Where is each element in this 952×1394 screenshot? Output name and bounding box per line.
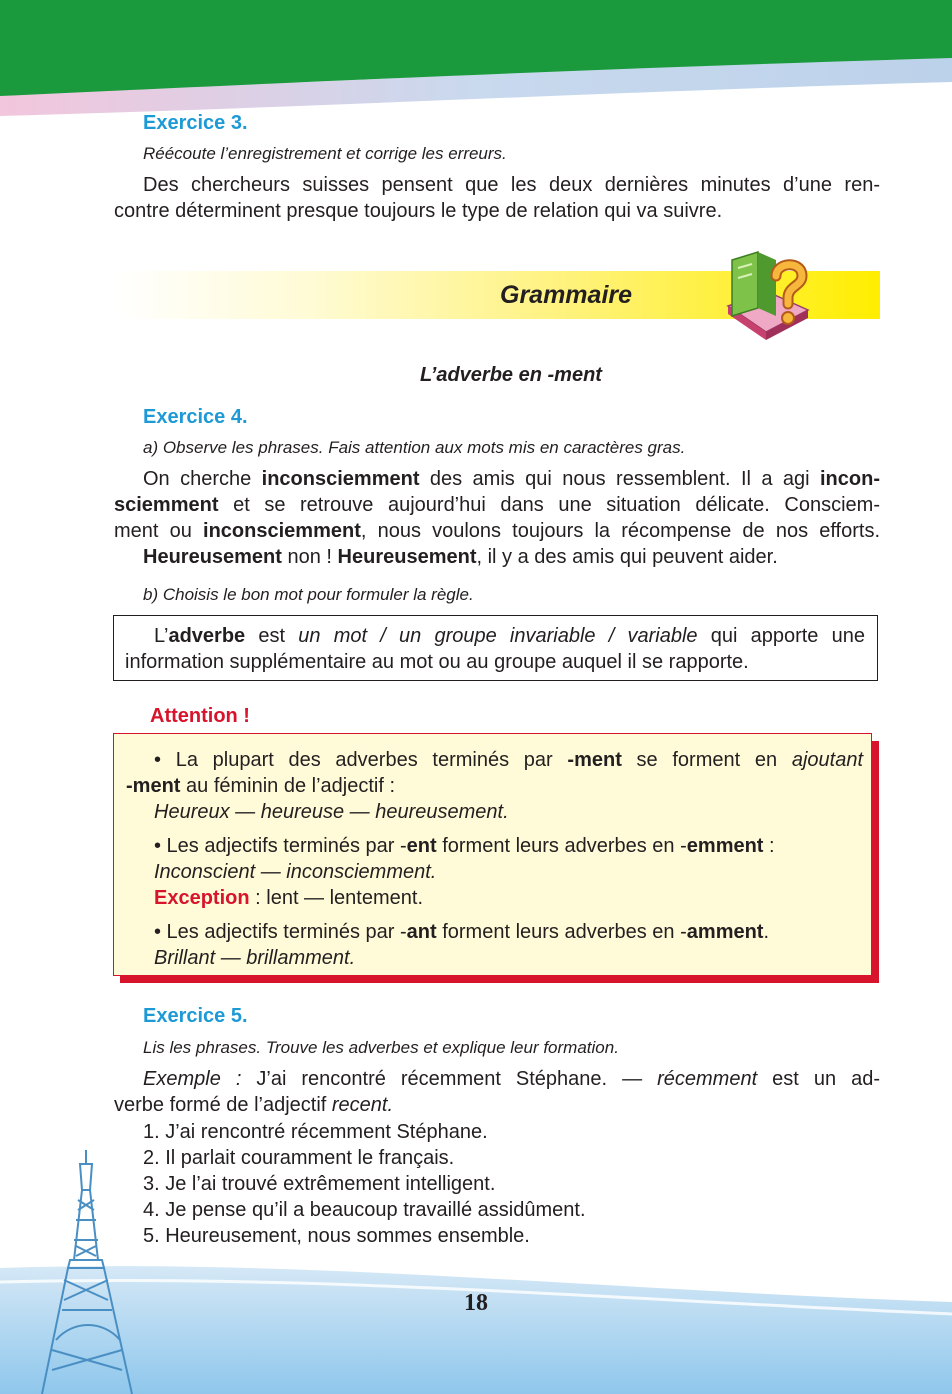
top-header-band xyxy=(0,0,952,125)
attention-bullet-2-line-1: • Les adjectifs terminés par -ent forment leurs adverbes en -emment : xyxy=(154,835,775,857)
list-item: 1. J’ai rencontré récemment Stéphane. xyxy=(143,1121,488,1143)
exercise-5-instruction: Lis les phrases. Trouve les adverbes et explique leur formation. xyxy=(143,1038,619,1057)
exercise-3-text-line-2: contre déterminent presque toujours le type de relation qui va suivre. xyxy=(114,200,723,222)
attention-title: Attention ! xyxy=(150,705,250,727)
exercise-4-paragraph-line-1: On cherche inconsciemment des amis qui nous ressemblent. Il a agi incon- xyxy=(143,468,880,490)
exercise-4-title: Exercice 4. xyxy=(143,406,248,428)
exercise-5-example-line-2: verbe formé de l’adjectif recent. xyxy=(114,1094,394,1116)
exercise-5-example-line-1: Exemple : J’ai rencontré récemment Stéphane. — récemment est un ad- xyxy=(143,1068,880,1090)
attention-box xyxy=(113,733,872,976)
book-question-icon xyxy=(722,246,812,342)
exercise-3-text-line-1: Des chercheurs suisses pensent que les deux dernières minutes d’une ren- xyxy=(143,174,880,196)
attention-bullet-1-example: Heureux — heureuse — heureusement. xyxy=(154,801,509,823)
attention-bullet-3-example: Brillant — brillamment. xyxy=(154,947,356,969)
attention-bullet-1-line-1: • La plupart des adverbes terminés par -ment se forment en ajoutant xyxy=(154,749,863,771)
list-item: 4. Je pense qu’il a beaucoup travaillé assidûment. xyxy=(143,1199,586,1221)
rule-line-1: L’adverbe est un mot / un groupe invariable / variable qui apporte une xyxy=(154,625,865,647)
list-item: 2. Il parlait couramment le français. xyxy=(143,1147,455,1169)
rule-line-2: information supplémentaire au mot ou au groupe auquel il se rapporte. xyxy=(125,651,749,673)
attention-exception: Exception : lent — lentement. xyxy=(154,887,423,909)
list-item: 5. Heureusement, nous sommes ensemble. xyxy=(143,1225,530,1247)
exercise-4-instruction-a: a) Observe les phrases. Fais attention aux mots mis en caractères gras. xyxy=(143,438,686,457)
lesson-subtitle: L’adverbe en -ment xyxy=(420,364,602,386)
exercise-4-instruction-b: b) Choisis le bon mot pour formuler la règle. xyxy=(143,585,474,604)
attention-bullet-2-example: Inconscient — inconsciemment. xyxy=(154,861,437,883)
list-item: 3. Je l’ai trouvé extrêmement intelligent. xyxy=(143,1173,496,1195)
attention-bullet-3-line-1: • Les adjectifs terminés par -ant forment leurs adverbes en -amment. xyxy=(154,921,770,943)
page-number: 18 xyxy=(464,1290,488,1316)
exercise-3-instruction: Réécoute l’enregistrement et corrige les erreurs. xyxy=(143,144,507,163)
rule-box xyxy=(113,615,878,681)
grammar-title: Grammaire xyxy=(500,281,633,309)
exercise-3-title: Exercice 3. xyxy=(143,112,248,134)
exercise-4-paragraph-line-4: Heureusement non ! Heureusement, il y a des amis qui peuvent aider. xyxy=(143,546,778,568)
attention-bullet-1-line-2: -ment au féminin de l’adjectif : xyxy=(126,775,396,797)
exercise-4-paragraph-line-3: ment ou inconsciemment, nous voulons toujours la récompense de nos efforts. xyxy=(114,520,881,542)
exercise-5-title: Exercice 5. xyxy=(143,1005,248,1027)
exercise-4-paragraph-line-2: sciemment et se retrouve aujourd’hui dans une situation délicate. Consciem- xyxy=(114,494,880,516)
